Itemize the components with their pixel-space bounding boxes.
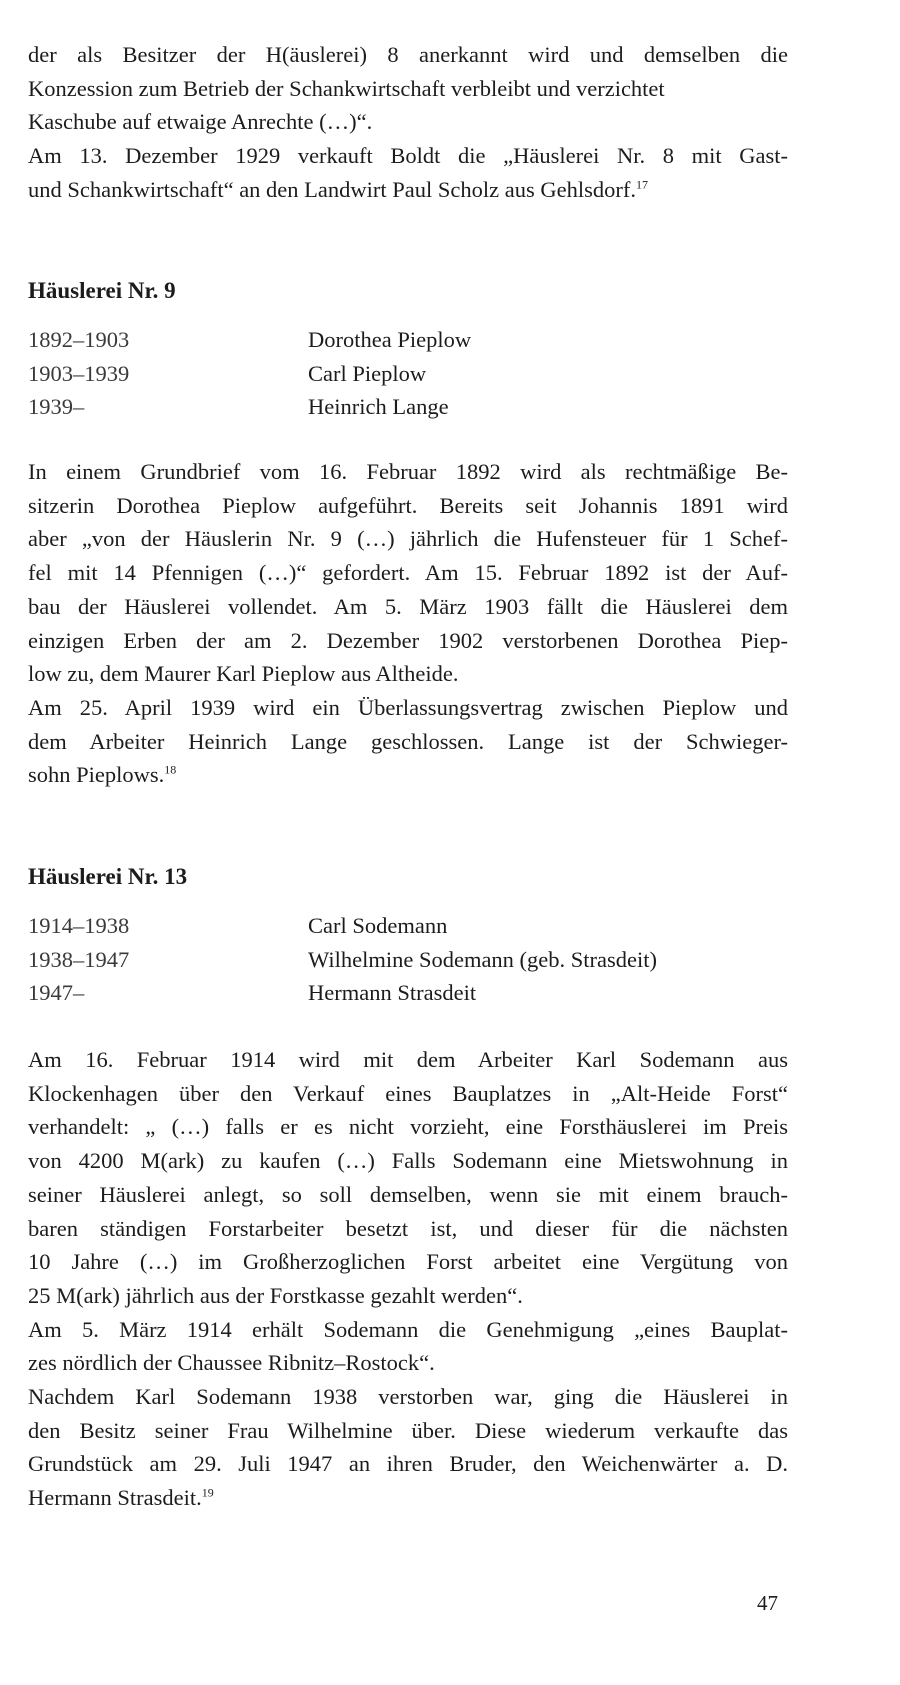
text-line bbox=[28, 1481, 788, 1515]
owner-name: Hermann Strasdeit bbox=[308, 980, 477, 1005]
text-line: fel mit 14 Pfennigen (…)“ gefordert. Am 15. Februar 1892 ist der Auf- bbox=[28, 560, 788, 586]
text-line: 25 M(ark) jährlich aus der Forstkasse gezahlt werden“. bbox=[28, 1282, 523, 1308]
owner-row bbox=[28, 943, 808, 977]
text-line: Kaschube auf etwaige Anrechte (…)“. bbox=[28, 109, 373, 135]
text-line: seiner Häuslerei anlegt, so soll demselben, wenn sie mit einem brauch- bbox=[28, 1181, 788, 1207]
text-line: Am 25. April 1939 wird ein Überlassungsvertrag zwischen Pieplow und bbox=[28, 694, 788, 720]
text-line-content: sohn Pieplows. bbox=[28, 762, 165, 788]
owner-years: 1892–1903 bbox=[28, 327, 130, 352]
text-line: aber „von der Häuslerin Nr. 9 (…) jährlich die Hufensteuer für 1 Schef- bbox=[28, 526, 788, 552]
owner-name: Wilhelmine Sodemann (geb. Strasdeit) bbox=[308, 946, 658, 972]
section-9-paragraph bbox=[28, 455, 788, 792]
text-line: Klockenhagen über den Verkauf eines Bauplatzes in „Alt-Heide Forst“ bbox=[28, 1080, 788, 1106]
text-line: Grundstück am 29. Juli 1947 an ihren Bruder, den Weichenwärter a. D. bbox=[28, 1451, 788, 1477]
owner-row bbox=[28, 390, 808, 424]
text-line: den Besitz seiner Frau Wilhelmine über. Diese wiederum verkaufte das bbox=[28, 1417, 788, 1443]
section-heading-9: Häuslerei Nr. 9 bbox=[28, 278, 176, 303]
intro-paragraph bbox=[28, 38, 788, 207]
page-number: 47 bbox=[757, 1591, 778, 1615]
owner-years: 1903–1939 bbox=[28, 360, 130, 386]
owner-name: Dorothea Pieplow bbox=[308, 327, 472, 352]
text-line: verhandelt: „ (…) falls er es nicht vorzieht, eine Forsthäuslerei im Preis bbox=[28, 1114, 788, 1140]
owners-table-13 bbox=[28, 909, 808, 1010]
footnote-marker: 19 bbox=[201, 1485, 214, 1500]
text-line: Am 5. März 1914 erhält Sodemann die Genehmigung „eines Bauplat- bbox=[28, 1316, 788, 1342]
section-heading-13: Häuslerei Nr. 13 bbox=[28, 864, 188, 889]
text-line bbox=[28, 173, 788, 207]
text-line: Am 13. Dezember 1929 verkauft Boldt die „Häuslerei Nr. 8 mit Gast- bbox=[28, 143, 788, 169]
text-line: low zu, dem Maurer Karl Pieplow aus Altheide. bbox=[28, 661, 459, 687]
text-line: sitzerin Dorothea Pieplow aufgeführt. Bereits seit Johannis 1891 wird bbox=[28, 492, 788, 518]
footnote-marker: 18 bbox=[164, 762, 177, 777]
owner-name: Heinrich Lange bbox=[308, 394, 449, 419]
text-line-content: Hermann Strasdeit. bbox=[28, 1485, 202, 1511]
text-line: Am 16. Februar 1914 wird mit dem Arbeiter Karl Sodemann aus bbox=[28, 1047, 788, 1072]
text-line: dem Arbeiter Heinrich Lange geschlossen. Lange ist der Schwieger- bbox=[28, 728, 788, 754]
text-line: Konzession zum Betrieb der Schankwirtschaft verbleibt und verzichtet bbox=[28, 75, 665, 101]
owner-years: 1938–1947 bbox=[28, 946, 130, 972]
text-line: bau der Häuslerei vollendet. Am 5. März 1903 fällt die Häuslerei dem bbox=[28, 593, 788, 619]
owner-row bbox=[28, 323, 808, 357]
owner-years: 1939– bbox=[28, 394, 85, 419]
text-line: einzigen Erben der am 2. Dezember 1902 verstorbenen Dorothea Piep- bbox=[28, 627, 788, 653]
text-line bbox=[28, 758, 788, 792]
text-line: zes nördlich der Chaussee Ribnitz–Rostock“. bbox=[28, 1350, 435, 1376]
owner-years: 1947– bbox=[28, 980, 85, 1005]
owner-row bbox=[28, 357, 808, 391]
section-13-paragraph bbox=[28, 1043, 788, 1515]
text-line: Nachdem Karl Sodemann 1938 verstorben war, ging die Häuslerei in bbox=[28, 1384, 788, 1410]
text-line: von 4200 M(ark) zu kaufen (…) Falls Sodemann eine Mietswohnung in bbox=[28, 1148, 788, 1174]
text-line-content: und Schankwirtschaft“ an den Landwirt Paul Scholz aus Gehlsdorf. bbox=[28, 176, 636, 202]
owners-table-9 bbox=[28, 323, 808, 424]
text-line: 10 Jahre (…) im Großherzoglichen Forst arbeitet eine Vergütung von bbox=[28, 1249, 788, 1275]
owner-name: Carl Pieplow bbox=[308, 360, 427, 386]
owner-row bbox=[28, 909, 808, 943]
text-line: baren ständigen Forstarbeiter besetzt ist, und dieser für die nächsten bbox=[28, 1215, 788, 1241]
text-line: In einem Grundbrief vom 16. Februar 1892 wird als rechtmäßige Be- bbox=[28, 459, 788, 484]
owner-name: Carl Sodemann bbox=[308, 913, 448, 938]
owner-row bbox=[28, 976, 808, 1010]
owner-years: 1914–1938 bbox=[28, 913, 130, 938]
text-line: der als Besitzer der H(äuslerei) 8 anerkannt wird und demselben die bbox=[28, 42, 788, 67]
footnote-marker: 17 bbox=[635, 177, 648, 192]
